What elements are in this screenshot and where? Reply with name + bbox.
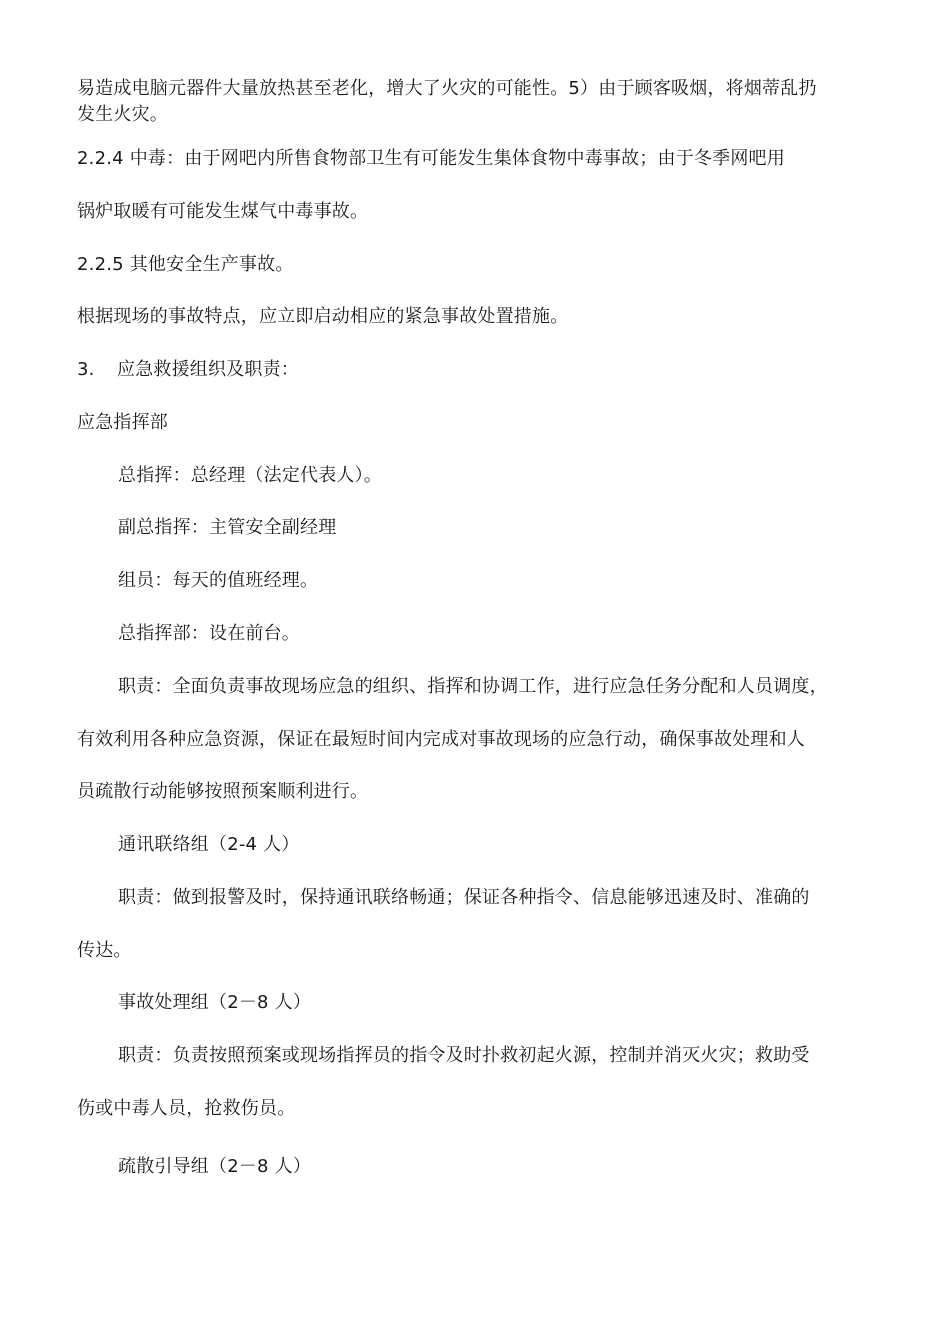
paragraph-line: 2.2.4 中毒：由于网吧内所售食物部卫生有可能发生集体食物中毒事故；由于冬季网吧用 <box>77 148 785 169</box>
paragraph-line: 副总指挥：主管安全副经理 <box>118 517 337 538</box>
paragraph-line: 总指挥部：设在前台。 <box>118 623 300 644</box>
paragraph-line: 职责：做到报警及时，保持通讯联络畅通；保证各种指令、信息能够迅速及时、准确的 <box>118 887 810 908</box>
paragraph-line: 锅炉取暖有可能发生煤气中毒事故。 <box>77 201 369 222</box>
paragraph-line: 组员：每天的值班经理。 <box>118 570 319 591</box>
paragraph-line: 职责：负责按照预案或现场指挥员的指令及时扑救初起火源，控制并消灭火灾；救助受 <box>118 1045 810 1066</box>
section-heading <box>77 359 299 381</box>
paragraph-line: 易造成电脑元器件大量放热甚至老化，增大了火灾的可能性。5）由于顾客吸烟，将烟蒂乱扔 <box>77 78 817 99</box>
paragraph-line: 职责：全面负责事故现场应急的组织、指挥和协调工作，进行应急任务分配和人员调度， <box>118 676 828 697</box>
paragraph-line: 根据现场的事故特点，应立即启动相应的紧急事故处置措施。 <box>77 306 569 327</box>
paragraph-line: 总指挥：总经理（法定代表人）。 <box>118 465 382 486</box>
paragraph-line: 发生火灾。 <box>77 104 168 125</box>
paragraph-line: 事故处理组（2－8 人） <box>118 992 312 1013</box>
paragraph-line: 传达。 <box>77 940 132 961</box>
paragraph-line: 通讯联络组（2-4 人） <box>118 834 300 855</box>
paragraph-line: 伤或中毒人员，抢救伤员。 <box>77 1098 296 1119</box>
paragraph-line: 员疏散行动能够按照预案顺利进行。 <box>77 781 369 802</box>
paragraph-line: 疏散引导组（2－8 人） <box>118 1156 312 1177</box>
paragraph-line: 2.2.5 其他安全生产事故。 <box>77 254 294 275</box>
section-number: 3. <box>77 359 95 380</box>
subsection-heading: 应急指挥部 <box>77 412 168 433</box>
section-title: 应急救援组织及职责： <box>117 359 299 380</box>
paragraph-line: 有效利用各种应急资源，保证在最短时间内完成对事故现场的应急行动，确保事故处理和人 <box>77 729 805 750</box>
